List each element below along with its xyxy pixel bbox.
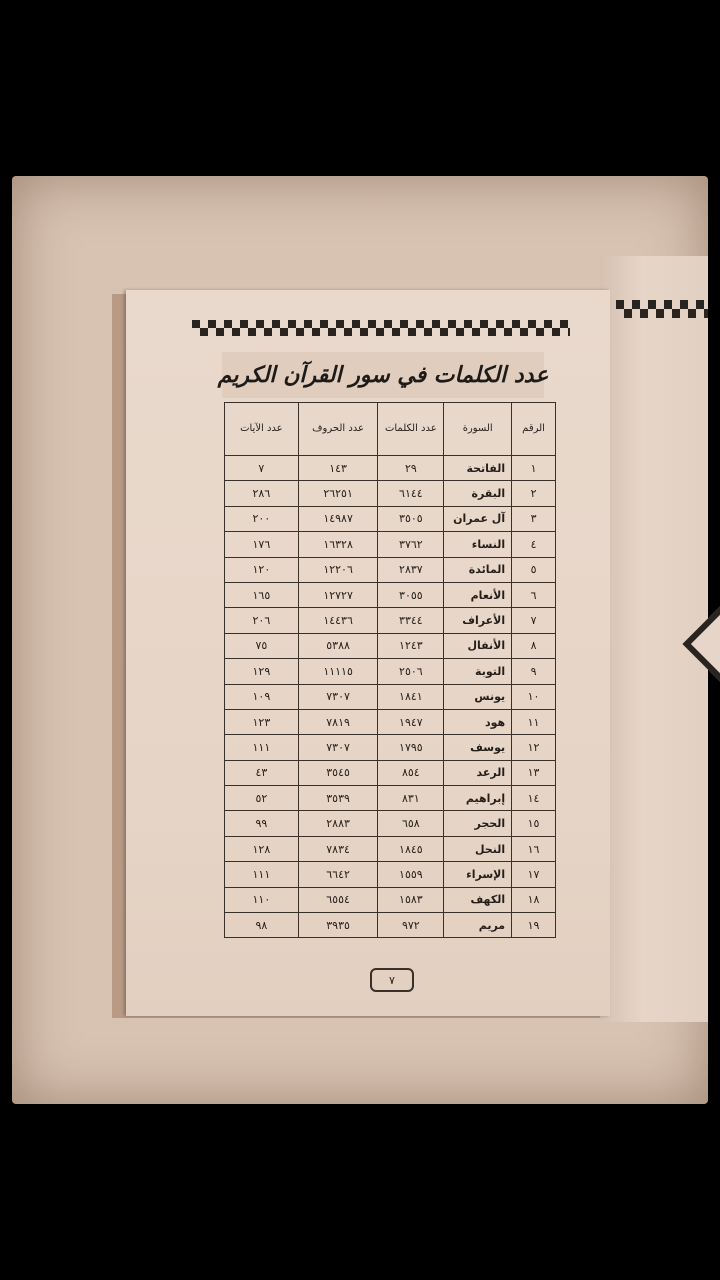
table-row [225,532,556,557]
table-row [225,506,556,531]
cell-letter-count: ٧٣٠٧ [298,684,378,709]
cell-surah: الرعد [444,760,512,785]
header-word-count: عدد الكلمات [378,403,444,456]
cell-surah: مريم [444,913,512,938]
cell-number: ١٥ [512,811,556,836]
cell-word-count: ١٥٥٩ [378,862,444,887]
cell-word-count: ٣٥٠٥ [378,506,444,531]
cell-surah: الأنعام [444,582,512,607]
cell-letter-count: ١٤٩٨٧ [298,506,378,531]
header-ayah-count: عدد الآيات [225,403,299,456]
cell-surah: المائدة [444,557,512,582]
cell-number: ٤ [512,532,556,557]
table-row [225,481,556,506]
header-letter-count: عدد الحروف [298,403,378,456]
cell-ayah-count: ٢٠٦ [225,608,299,633]
cell-ayah-count: ٩٨ [225,913,299,938]
table-row [225,608,556,633]
cell-ayah-count: ١٢٨ [225,836,299,861]
cell-surah: الحجر [444,811,512,836]
cell-word-count: ١٧٩٥ [378,735,444,760]
cell-letter-count: ٢٦٢٥١ [298,481,378,506]
cell-word-count: ٢٥٠٦ [378,659,444,684]
title-box [217,352,549,398]
cell-word-count: ٦٥٨ [378,811,444,836]
cell-letter-count: ١٢٢٠٦ [298,557,378,582]
cell-word-count: ٣٧٦٢ [378,532,444,557]
table-row [225,760,556,785]
cell-ayah-count: ١٢٣ [225,709,299,734]
cell-surah: هود [444,709,512,734]
cell-letter-count: ٦٦٤٢ [298,862,378,887]
cell-word-count: ٦١٤٤ [378,481,444,506]
cell-surah: آل عمران [444,506,512,531]
right-page-checker-border-lower [624,309,708,318]
cell-word-count: ١٨٤١ [378,684,444,709]
surah-table [224,402,556,938]
cell-letter-count: ١٦٣٢٨ [298,532,378,557]
cell-ayah-count: ١٧٦ [225,532,299,557]
cell-ayah-count: ١٢٩ [225,659,299,684]
cell-number: ٩ [512,659,556,684]
table-header-row [225,403,556,456]
table-row [225,811,556,836]
cell-letter-count: ٧٨١٩ [298,709,378,734]
cell-letter-count: ١٤٣ [298,456,378,481]
cell-word-count: ٢٩ [378,456,444,481]
cell-letter-count: ٦٥٥٤ [298,887,378,912]
cell-ayah-count: ٤٣ [225,760,299,785]
cell-letter-count: ٧٨٣٤ [298,836,378,861]
cell-word-count: ١٥٨٣ [378,887,444,912]
cell-surah: الأنفال [444,633,512,658]
cell-letter-count: ١٢٧٢٧ [298,582,378,607]
cell-ayah-count: ١٢٠ [225,557,299,582]
table-row [225,887,556,912]
cell-number: ١ [512,456,556,481]
cell-letter-count: ١١١١٥ [298,659,378,684]
cell-word-count: ٨٣١ [378,786,444,811]
cell-number: ١٨ [512,887,556,912]
cell-ayah-count: ٩٩ [225,811,299,836]
cell-surah: يونس [444,684,512,709]
table-row [225,913,556,938]
book-page [126,290,610,1016]
cell-ayah-count: ١١١ [225,735,299,760]
cell-letter-count: ٣٥٤٥ [298,760,378,785]
cell-surah: يوسف [444,735,512,760]
cell-surah: إبراهيم [444,786,512,811]
cell-number: ٦ [512,582,556,607]
cell-number: ١٩ [512,913,556,938]
cell-surah: الفاتحة [444,456,512,481]
table-row [225,582,556,607]
cell-letter-count: ٥٣٨٨ [298,633,378,658]
cell-word-count: ٢٨٣٧ [378,557,444,582]
cell-number: ١٠ [512,684,556,709]
cell-surah: التوبة [444,659,512,684]
cell-number: ١١ [512,709,556,734]
header-number: الرقم [512,403,556,456]
table-row [225,659,556,684]
cell-number: ١٣ [512,760,556,785]
cell-number: ٣ [512,506,556,531]
cell-word-count: ٣٠٥٥ [378,582,444,607]
cell-letter-count: ٣٩٣٥ [298,913,378,938]
table-row [225,456,556,481]
cell-letter-count: ١٤٤٣٦ [298,608,378,633]
cell-number: ١٤ [512,786,556,811]
cell-surah: الإسراء [444,862,512,887]
cell-number: ١٦ [512,836,556,861]
cell-number: ١٧ [512,862,556,887]
cell-ayah-count: ١٠٩ [225,684,299,709]
table-row [225,786,556,811]
cell-number: ١٢ [512,735,556,760]
table-row [225,684,556,709]
cell-ayah-count: ٧ [225,456,299,481]
cell-ayah-count: ٥٢ [225,786,299,811]
cell-surah: الأعراف [444,608,512,633]
cell-ayah-count: ١١٠ [225,887,299,912]
cell-surah: النحل [444,836,512,861]
cell-ayah-count: ١٦٥ [225,582,299,607]
page-title: عدد الكلمات في سور القرآن الكريم [217,362,549,388]
table-row [225,735,556,760]
cell-ayah-count: ٢٨٦ [225,481,299,506]
cell-letter-count: ٢٨٨٣ [298,811,378,836]
cell-letter-count: ٧٣٠٧ [298,735,378,760]
cell-number: ٧ [512,608,556,633]
cell-ayah-count: ٧٥ [225,633,299,658]
cell-word-count: ٨٥٤ [378,760,444,785]
cell-letter-count: ٣٥٣٩ [298,786,378,811]
table-row [225,557,556,582]
page-number: ٧ [370,968,414,992]
cell-number: ٢ [512,481,556,506]
checker-border [192,320,570,336]
table-row [225,709,556,734]
cell-word-count: ١٩٤٧ [378,709,444,734]
cell-number: ٨ [512,633,556,658]
table-body [225,456,556,938]
table-row [225,862,556,887]
cell-ayah-count: ٢٠٠ [225,506,299,531]
cell-word-count: ٣٣٤٤ [378,608,444,633]
header-surah: السورة [444,403,512,456]
cell-surah: البقرة [444,481,512,506]
cell-ayah-count: ١١١ [225,862,299,887]
cell-number: ٥ [512,557,556,582]
cell-word-count: ١٨٤٥ [378,836,444,861]
table-row [225,633,556,658]
table-row [225,836,556,861]
cell-word-count: ١٢٤٣ [378,633,444,658]
cell-surah: الكهف [444,887,512,912]
cell-word-count: ٩٧٢ [378,913,444,938]
cell-surah: النساء [444,532,512,557]
